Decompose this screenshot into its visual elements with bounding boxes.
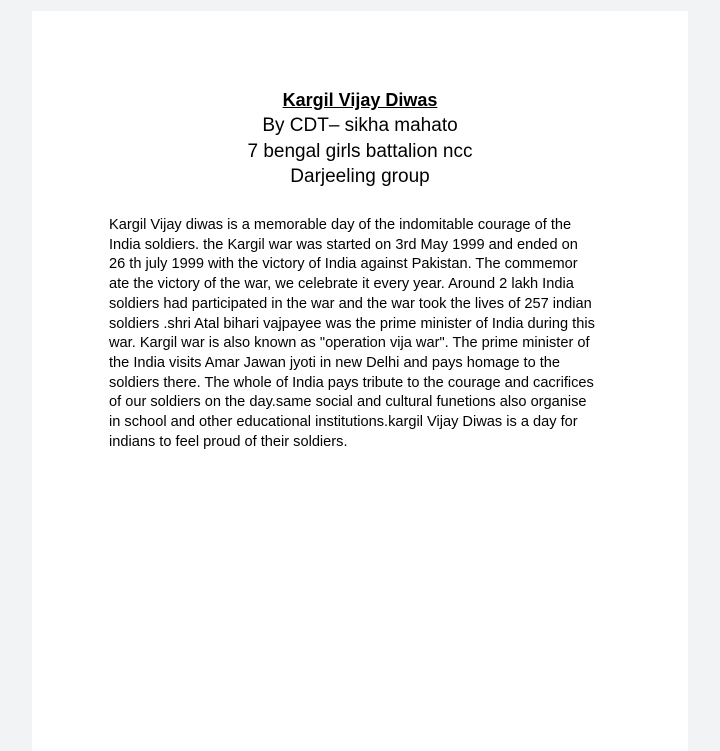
paragraph-line: soldiers there. The whole of India pays tribute to the courage and cacrifices	[109, 374, 594, 391]
paragraph-line: Kargil Vijay diwas is a memorable day of the indomitable courage of the	[109, 217, 572, 233]
paragraph-line: indians to feel proud of their soldiers.	[109, 433, 348, 450]
paragraph-line: soldiers .shri Atal bihari vajpayee was the prime minister of India during this	[109, 315, 595, 332]
paragraph-line: the India visits Amar Jawan jyoti in new Delhi and pays homage to the	[109, 354, 561, 371]
unit-name: 7 bengal girls battalion ncc	[247, 140, 473, 162]
paragraph-line: ate the victory of the war, we celebrate it every year. Around 2 lakh India	[109, 276, 574, 293]
document-title: Kargil Vijay Diwas	[282, 90, 438, 110]
paragraph-line: India soldiers. the Kargil war was started on 3rd May 1999 and ended on	[109, 236, 578, 253]
paragraph-line: war. Kargil war is also known as "operation vija war". The prime minister of	[109, 335, 590, 352]
paragraph-line: soldiers had participated in the war and the war took the lives of 257 indian	[109, 295, 592, 312]
document-page	[32, 11, 688, 751]
essay-paragraph	[109, 216, 621, 452]
paragraph-line: of our soldiers on the day.same social and cultural funetions also organise	[109, 394, 587, 411]
document-heading	[32, 87, 688, 190]
paragraph-line: 26 th july 1999 with the victory of India against Pakistan. The commemor	[109, 256, 578, 273]
group-name: Darjeeling group	[290, 166, 430, 187]
author-byline: By CDT– sikha mahato	[262, 115, 458, 136]
paragraph-line: in school and other educational institutions.kargil Vijay Diwas is a day for	[109, 414, 578, 431]
